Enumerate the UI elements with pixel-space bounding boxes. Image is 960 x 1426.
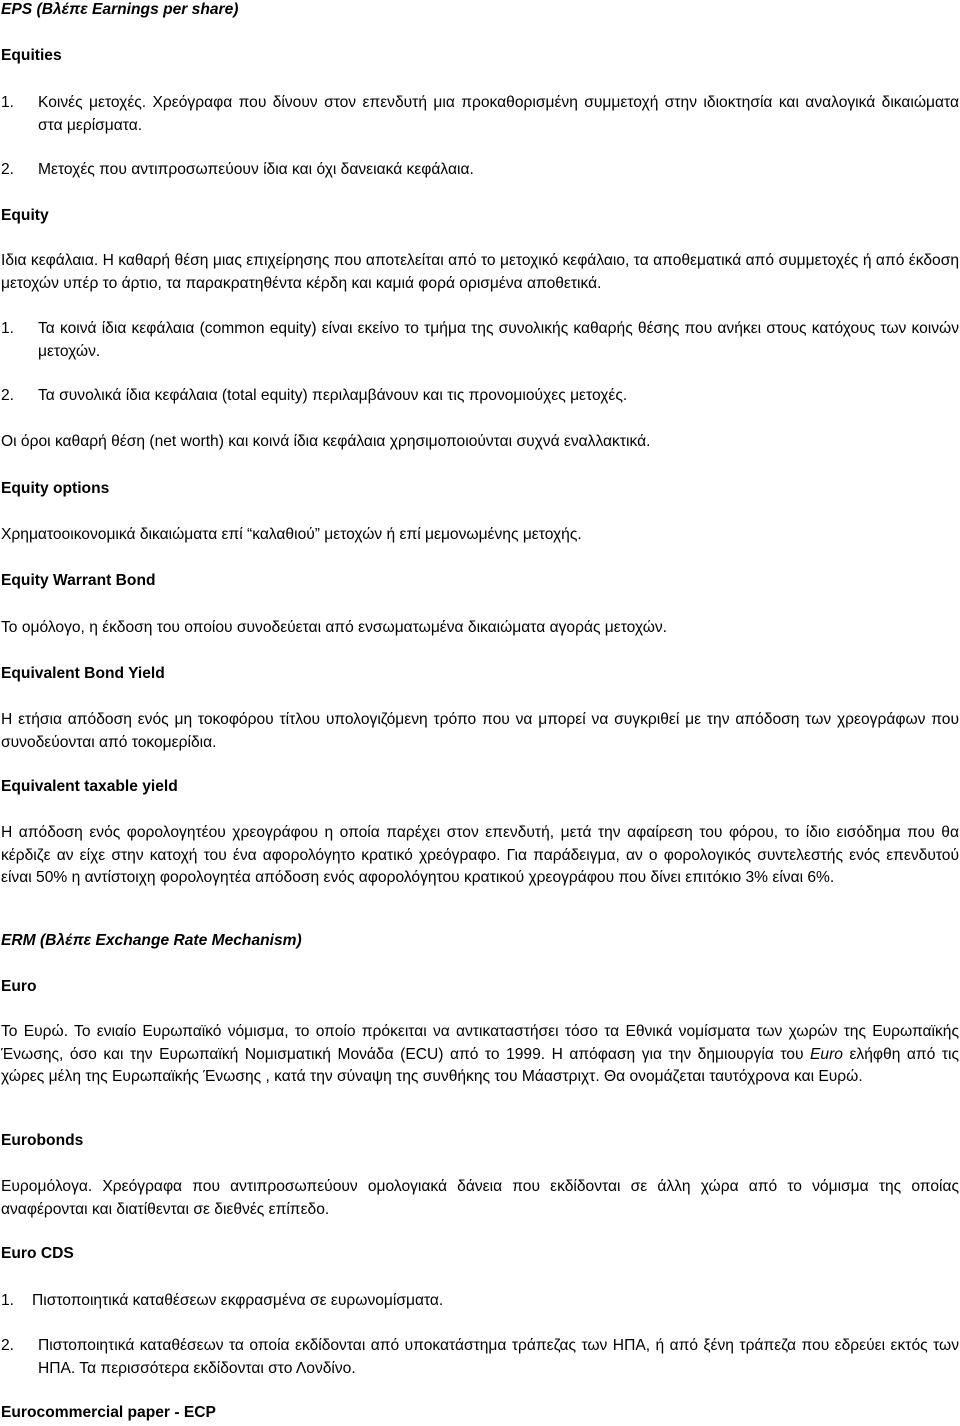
list-number: 1. (1, 94, 15, 111)
definition-eurobonds: Ευρομόλογα. Χρεόγραφα που αντιπροσωπεύουν ομολογιακά δάνεια που εκδίδονται σε άλλη χώρα από το νόμισμα της οποίας αναφέρονται και διατίθενται σε διεθνές επίπεδο. (1, 1178, 959, 1218)
note-equity: Οι όροι καθαρή θέση (net worth) και κοινά ίδια κεφάλαια χρησιμοποιούνται συχνά εναλλακτικά. (1, 433, 651, 450)
term-euro-cds: Euro CDS (1, 1245, 74, 1262)
term-eurocommercial-paper: Eurocommercial paper - ECP (1, 1404, 216, 1421)
list-item (1, 1290, 959, 1312)
list-number: 2. (1, 387, 15, 404)
definition-equivalent-taxable-yield: Η απόδοση ενός φορολογητέου χρεογράφου η οποία παρέχει στον επενδυτή, μετά την αφαίρεση του φόρου, το ίδιο εισόδημα που θα κέρδιζε αν είχε στην κατοχή του ένα αφορολόγητο κρατικό χρεόγραφο. Για παράδειγμα, αν ο φορολογικός συντελεστής ενός επενδυτού είναι 50% η αντίστοιχη φορολογητέα απόδοση ενός αφορολόγητου κρατικού χρεογράφου που δίνει επιτόκιο 3% είναι 6%. (1, 824, 959, 886)
term-euro: Euro (1, 978, 37, 995)
term-eurobonds: Eurobonds (1, 1132, 84, 1149)
definition-euro-part1: Το Ευρώ. Το ενιαίο Ευρωπαϊκό νόμισμα, το οποίο πρόκειται να αντικαταστήσει τόσο τα Εθνικά νομίσματα των χωρών της Ευρωπαϊκής Ένωσης, όσο και την Ευρωπαϊκή Νομισματική Μονάδα (ECU) από το 1999. Η απόφαση για την δημιουργία του (1, 1023, 959, 1063)
term-equity-warrant-bond: Equity Warrant Bond (1, 572, 156, 589)
definition-equity-options: Χρηματοοικονομικά δικαιώματα επί “καλαθιού” μετοχών ή επί μεμονωμένης μετοχής. (1, 526, 582, 543)
list-number: 2. (1, 161, 15, 178)
list-text: Τα κοινά ίδια κεφάλαια (common equity) είναι εκείνο το τμήμα της συνολικής καθαρής θέσης που ανήκει στους κατόχους των κοινών μετοχών. (38, 320, 959, 360)
list-number: 1. (1, 1292, 15, 1309)
list-item (1, 92, 959, 137)
definition-equity: Ιδια κεφάλαια. Η καθαρή θέση μιας επιχείρησης που αποτελείται από το μετοχικό κεφάλαιο, τα αποθεματικά από συμμετοχές ή από έκδοση μετοχών υπέρ το άρτιο, τα παρακρατηθέντα κέρδη και καμιά φορά ορισμένα αποθετικά. (1, 252, 959, 292)
definition-euro-italic: Euro (810, 1045, 843, 1063)
definition-equity-warrant-bond: Το ομόλογο, η έκδοση του οποίου συνοδεύεται από ενσωματωμένα δικαιώματα αγοράς μετοχών. (1, 619, 668, 636)
definition-euro-part2: ελήφθη από τις χώρες μέλη της Ευρωπαϊκής Ένωσης , κατά την σύναψη της συνθήκης του Μάαστριχτ. Θα ονομάζεται ταυτόχρονα και Ευρώ. (1, 1045, 959, 1085)
list-number: 1. (1, 320, 15, 337)
term-eps: EPS (Βλέπε Earnings per share) (1, 1, 239, 18)
term-equity: Equity (1, 207, 49, 224)
definition-equivalent-bond-yield: Η ετήσια απόδοση ενός μη τοκοφόρου τίτλου υπολογιζόμενη τρόπο που να μπορεί να συγκριθεί με την απόδοση των χρεογράφων που συνοδεύονται από τοκομερίδια. (1, 711, 959, 751)
list-item (1, 318, 959, 363)
list-item (1, 385, 959, 407)
list-text: Κοινές μετοχές. Χρεόγραφα που δίνουν στον επενδυτή μια προκαθορισμένη συμμετοχή στην ιδιοκτησία και αναλογικά δικαιώματα στα μερίσματα. (38, 94, 959, 134)
list-text: Μετοχές που αντιπροσωπεύουν ίδια και όχι δανειακά κεφάλαια. (38, 161, 474, 178)
term-equity-options: Equity options (1, 480, 110, 497)
term-equities: Equities (1, 47, 62, 64)
term-equivalent-bond-yield: Equivalent Bond Yield (1, 665, 165, 682)
list-item (1, 159, 959, 181)
term-erm: ERM (Βλέπε Exchange Rate Mechanism) (1, 932, 302, 949)
list-text: Πιστοποιητικά καταθέσεων τα οποία εκδίδονται από υποκατάστημα τράπεζας των ΗΠΑ, ή από ξένη τράπεζα που εδρεύει εκτός των ΗΠΑ. Τα περισσότερα εκδίδονται στο Λονδίνο. (38, 1337, 959, 1377)
list-number: 2. (1, 1337, 15, 1354)
list-text: Πιστοποιητικά καταθέσεων εκφρασμένα σε ευρωνομίσματα. (32, 1292, 444, 1309)
definition-euro (1, 1021, 959, 1089)
list-text: Τα συνολικά ίδια κεφάλαια (total equity) περιλαμβάνουν και τις προνομιούχες μετοχές. (38, 387, 628, 404)
term-equivalent-taxable-yield: Equivalent taxable yield (1, 778, 178, 795)
list-item (1, 1335, 959, 1380)
